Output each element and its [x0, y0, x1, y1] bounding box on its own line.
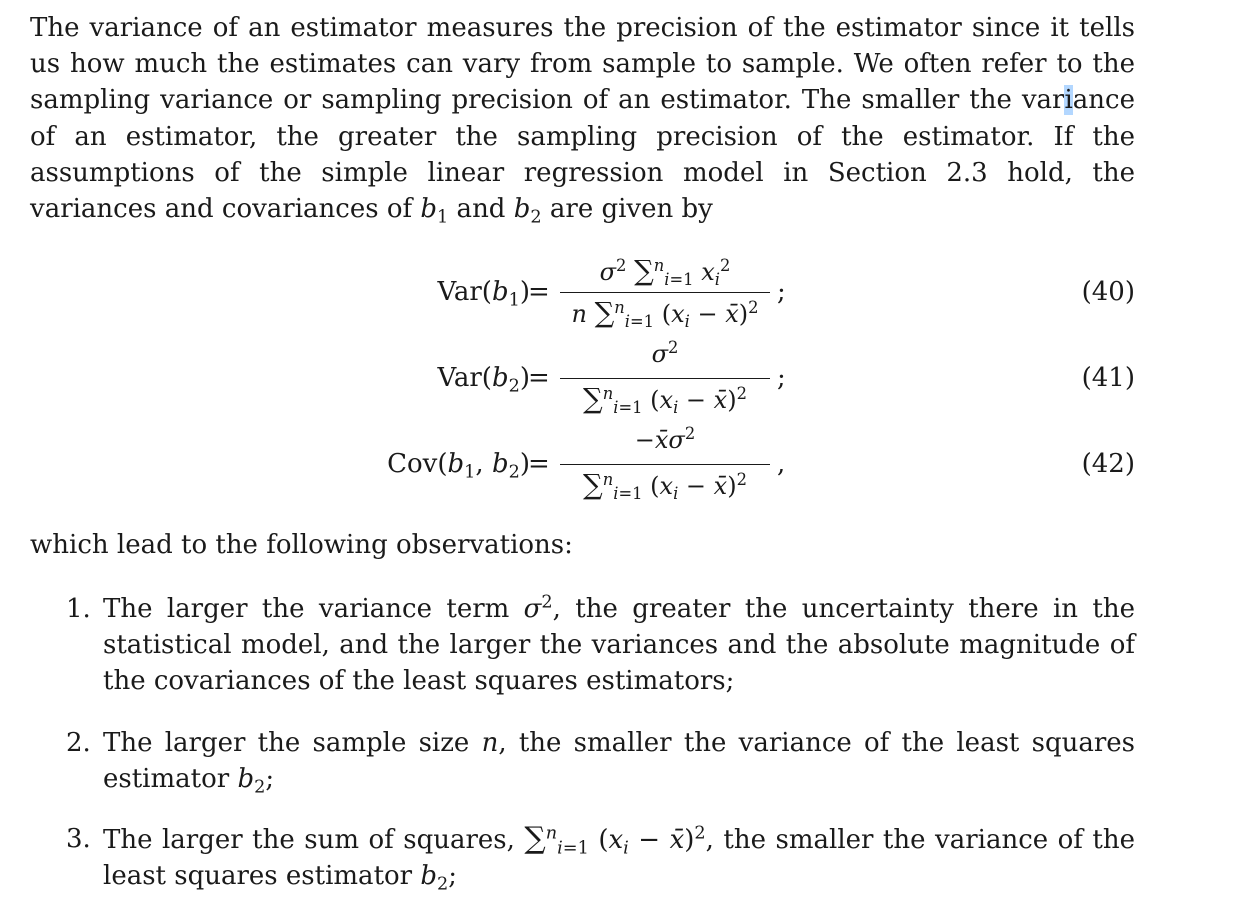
observation-1: 1. The larger the variance term $\sigma^2$, the greater the uncertainty there in the statistical model, and the larger the variances and the absolute magnitude of the covariances of the least squares estimators;: [66, 592, 1135, 697]
intro-tail: are given by: [549, 194, 713, 225]
eq42-number: (42): [1081, 449, 1135, 479]
observation-2: 2. The larger the sample size n, the smaller the variance of the least squares estimator $b_2$;: [103, 725, 1135, 797]
observation-3-number: 3.: [66, 824, 91, 854]
eq40-fraction: $\sigma^2$ ∑$^n_{i=1}$ $x_i^2$ n ∑$^n_{i=1}$ ($x_i$ − x̄)$^2$: [555, 252, 775, 332]
eq40-lhs: $Var(b_1)$: [437, 277, 530, 311]
observation-2-number: 2.: [66, 728, 91, 758]
eq41-fraction: $\sigma^2$ ∑$^n_{i=1}$ ($x_i$ − x̄)$^2$: [555, 338, 775, 418]
eq41-number: (41): [1081, 363, 1135, 393]
lead-text: which lead to the following observations:: [30, 530, 573, 560]
observation-3: 3. The larger the sum of squares, ∑$^n_{i=1}$ ($x_i$ − x̄)$^2$, the smaller the variance of the least squares estimator $b_2$;: [66, 821, 1135, 895]
equation-40: $Var(b_1)$ = $\sigma^2$ ∑$^n_{i=1}$ $x_i^2$ n ∑$^n_{i=1}$ ($x_i$ − x̄)$^2$ ; (40): [437, 254, 1135, 331]
eq42-fraction: $-x̄\sigma^2$ ∑$^n_{i=1}$ ($x_i$ − x̄)$^2$: [555, 424, 775, 504]
eq42-lhs: $Cov(b_1$, $b_2$): [387, 449, 530, 483]
equation-41: $Var(b_2)$ = $\sigma^2$ ∑$^n_{i=1}$ ($x_i$ − x̄)$^2$ ; (41): [437, 338, 1135, 417]
intro-text-2: ance of an estimator, the greater the sampling precision of the estimator. If the assumptions of the simple linear regression model in Section 2.3 hold, the variances and covariances of: [30, 85, 1135, 225]
eq40-number: (40): [1081, 277, 1135, 307]
intro-paragraph: The variance of an estimator measures the precision of the estimator since it tells us how much the estimates can vary from sample to sample. We often refer to the sampling variance or sampling precision of an estimator. The smaller the variance of an estimator, the greater the sampling precision of the estimator. If the assumptions of the simple linear regression model in Section 2.3 hold, the variances and covariances of $b_1$ and $b_2$ are given by: [30, 13, 1135, 228]
eq41-lhs: $Var(b_2)$: [437, 363, 530, 397]
equation-42: $Cov(b_1$, $b_2$) = $-x̄\sigma^2$ ∑$^n_{i=1}$ ($x_i$ − x̄)$^2$ , (42): [387, 424, 1135, 503]
text-selection-cursor[interactable]: i: [1064, 85, 1073, 116]
observation-1-number: 1.: [66, 594, 91, 624]
intro-text-1: The variance of an estimator measures the precision of the estimator since it tells us how much the estimates can vary from sample to sample. We often refer to the sampling variance or sampling precision of an estimator. The smaller the var: [30, 13, 1135, 116]
intro-and: and: [448, 194, 514, 225]
